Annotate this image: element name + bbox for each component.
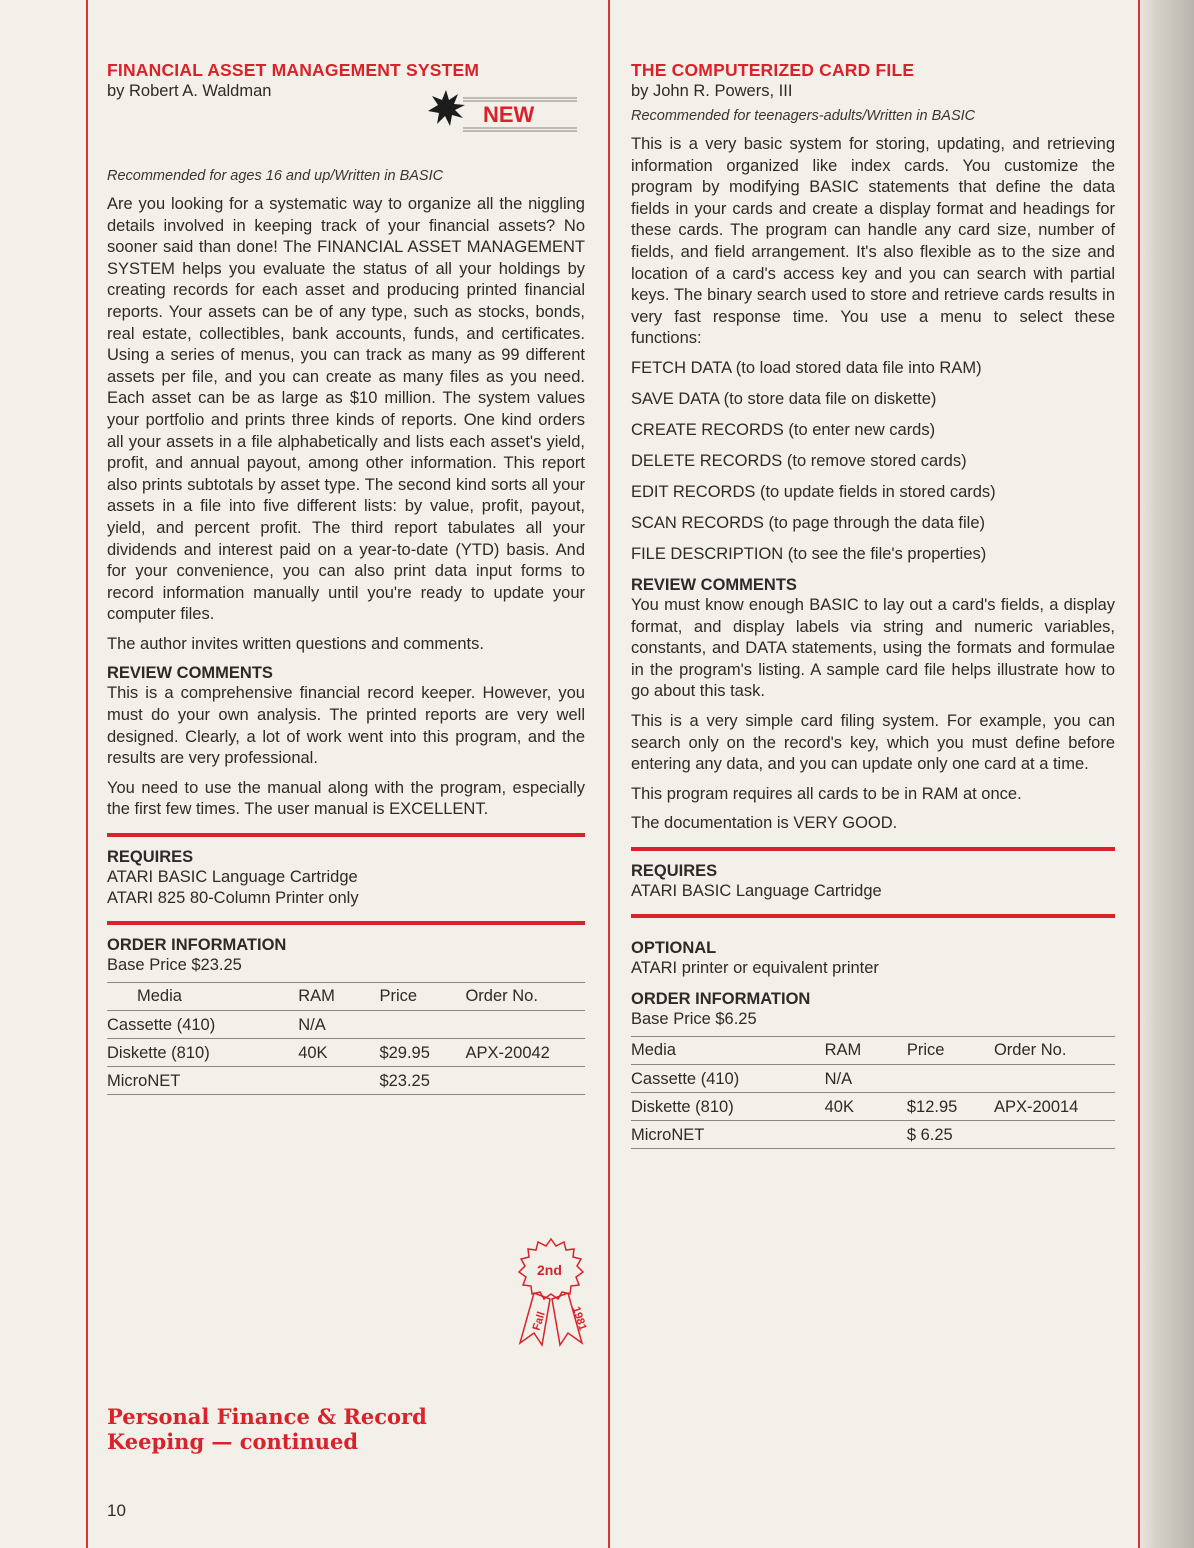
requirement-item: ATARI BASIC Language Cartridge bbox=[107, 868, 358, 887]
table-cell: Cassette (410) bbox=[107, 1011, 298, 1039]
author-line: by Robert A. Waldman bbox=[107, 82, 272, 100]
requires-heading: REQUIRES bbox=[631, 861, 718, 880]
order-table bbox=[107, 982, 585, 1095]
column-header: Price bbox=[907, 1036, 994, 1064]
table-cell: APX-20014 bbox=[994, 1092, 1115, 1120]
review-paragraph: This is a very simple card filing system. For example, you can search only on the record's key, which you must define before entering any data, and you can update only one card at a time. bbox=[631, 711, 1115, 774]
requires-heading: REQUIRES bbox=[107, 848, 194, 867]
footer-title-line: Personal Finance & Record bbox=[107, 1404, 427, 1429]
table-cell: N/A bbox=[825, 1064, 907, 1092]
function-item: FILE DESCRIPTION (to see the file's properties) bbox=[631, 544, 987, 563]
footer-title-line: Keeping — continued bbox=[107, 1429, 359, 1454]
page-edge bbox=[1140, 0, 1194, 1548]
starburst-icon bbox=[428, 90, 465, 126]
right-column bbox=[631, 60, 1115, 1149]
table-cell: $23.25 bbox=[379, 1067, 465, 1095]
function-item: DELETE RECORDS (to remove stored cards) bbox=[631, 451, 967, 470]
optional-heading: OPTIONAL bbox=[631, 938, 717, 957]
table-cell: Cassette (410) bbox=[631, 1064, 825, 1092]
table-cell bbox=[994, 1064, 1115, 1092]
table-row bbox=[631, 1120, 1115, 1148]
table-cell: MicroNET bbox=[107, 1067, 298, 1095]
review-paragraph: This is a comprehensive financial record keeper. However, you must do your own analysis. The printed reports are very well designed. Clearly, a lot of work went into this program, and the results are very professional. bbox=[107, 684, 585, 768]
table-cell: $29.95 bbox=[379, 1039, 465, 1067]
table-row bbox=[631, 1092, 1115, 1120]
function-item: CREATE RECORDS (to enter new cards) bbox=[631, 420, 936, 439]
function-item: FETCH DATA (to load stored data file into RAM) bbox=[631, 358, 982, 377]
review-heading: REVIEW COMMENTS bbox=[107, 664, 273, 683]
table-cell bbox=[465, 1011, 585, 1039]
center-column-rule bbox=[608, 0, 610, 1548]
table-cell: 40K bbox=[825, 1092, 907, 1120]
review-paragraph: This program requires all cards to be in RAM at once. bbox=[631, 784, 1022, 803]
function-list bbox=[631, 358, 1115, 565]
column-header: Order No. bbox=[465, 983, 585, 1011]
order-heading: ORDER INFORMATION bbox=[631, 989, 811, 1008]
optional-item: ATARI printer or equivalent printer bbox=[631, 958, 879, 977]
description-paragraph: This is a very basic system for storing, updating, and retrieving information organized like index cards. You customize the program by modifying BASIC statements that define the data fields in your cards and create a display format and headings for these cards. The program can handle any card size, number of fields, and field arrangement. It's also flexible as to the size and location of a card's access key and you can search with partial keys. The binary search used to store and retrieve cards results in very fast response time. You use a menu to select these functions: bbox=[631, 135, 1115, 348]
table-cell bbox=[994, 1120, 1115, 1148]
table-cell: $ 6.25 bbox=[907, 1120, 994, 1148]
section-footer-title bbox=[107, 1404, 427, 1454]
ribbon-year: 1981 bbox=[569, 1305, 589, 1333]
table-cell bbox=[298, 1067, 379, 1095]
table-cell: N/A bbox=[298, 1011, 379, 1039]
column-header: RAM bbox=[825, 1036, 907, 1064]
table-cell: MicroNET bbox=[631, 1120, 825, 1148]
description-paragraph: Are you looking for a systematic way to organize all the niggling details involved in keeping track of your financial assets? No sooner said than done! The FINANCIAL ASSET MANAGEMENT SYSTEM helps you evaluate the status of all your holdings by creating records for each asset and producing printed financial reports. Your assets can be of any type, such as stocks, bonds, real estate, collectibles, bank accounts, funds, and certificates. Using a series of menus, you can track as many as 99 different assets per file, and you can create as many files as you need. Each asset can be as large as $10 million. The system values your portfolio and prints three kinds of reports. One kind orders all your assets in a file alphabetically and lists each asset's yield, profit, and annual payout, among other information. This report also prints subtotals by asset type. The second kind sorts all your assets in a file into five different lists: by value, profit, payout, yield, and percent profit. The third report tabulates all your dividends and interest paid on a year-to-date (YTD) basis. And for your convenience, you can also print data input forms to record information manually until you're ready to update your computer files. bbox=[107, 195, 585, 624]
table-header-row bbox=[631, 1036, 1115, 1064]
left-column bbox=[107, 60, 585, 1095]
table-row bbox=[107, 1039, 585, 1067]
new-badge bbox=[427, 86, 577, 134]
award-ribbon-icon bbox=[512, 1237, 590, 1347]
order-heading: ORDER INFORMATION bbox=[107, 936, 287, 955]
table-cell bbox=[825, 1120, 907, 1148]
table-cell: APX-20042 bbox=[465, 1039, 585, 1067]
table-cell bbox=[465, 1067, 585, 1095]
column-header: Media bbox=[107, 983, 298, 1011]
ribbon-place: 2nd bbox=[537, 1262, 562, 1278]
column-header: Price bbox=[379, 983, 465, 1011]
product-title: THE COMPUTERIZED CARD FILE bbox=[631, 60, 915, 80]
review-paragraph: The documentation is VERY GOOD. bbox=[631, 814, 898, 833]
table-row bbox=[631, 1064, 1115, 1092]
page-number: 10 bbox=[107, 1501, 126, 1520]
requirement-item: ATARI BASIC Language Cartridge bbox=[631, 881, 882, 900]
table-row bbox=[107, 1011, 585, 1039]
ribbon-season: Fall bbox=[530, 1310, 548, 1333]
recommended-line: Recommended for teenagers-adults/Written in BASIC bbox=[631, 108, 976, 124]
table-cell: $12.95 bbox=[907, 1092, 994, 1120]
column-header: Media bbox=[631, 1036, 825, 1064]
function-item: SCAN RECORDS (to page through the data file) bbox=[631, 513, 986, 532]
column-header: RAM bbox=[298, 983, 379, 1011]
base-price: Base Price $23.25 bbox=[107, 956, 242, 975]
table-cell bbox=[907, 1064, 994, 1092]
function-item: EDIT RECORDS (to update fields in stored cards) bbox=[631, 482, 996, 501]
review-heading: REVIEW COMMENTS bbox=[631, 575, 797, 594]
review-paragraph: You need to use the manual along with the program, especially the first few times. The user manual is EXCELLENT. bbox=[107, 778, 585, 819]
section-divider bbox=[631, 914, 1115, 918]
table-cell: 40K bbox=[298, 1039, 379, 1067]
function-item: SAVE DATA (to store data file on diskette) bbox=[631, 389, 937, 408]
review-paragraph: You must know enough BASIC to lay out a card's fields, a display format, and display labels via string and numeric variables, constants, and DATA statements, using the formats and formulae in the program's listing. A sample card file helps illustrate how to go about this task. bbox=[631, 595, 1115, 701]
order-table bbox=[631, 1036, 1115, 1149]
base-price: Base Price $6.25 bbox=[631, 1009, 757, 1028]
table-header-row bbox=[107, 983, 585, 1011]
requirement-item: ATARI 825 80-Column Printer only bbox=[107, 889, 359, 908]
column-header: Order No. bbox=[994, 1036, 1115, 1064]
section-divider bbox=[107, 833, 585, 837]
section-divider bbox=[107, 921, 585, 925]
table-cell bbox=[379, 1011, 465, 1039]
product-title: FINANCIAL ASSET MANAGEMENT SYSTEM bbox=[107, 60, 480, 80]
author-line: by John R. Powers, III bbox=[631, 82, 793, 100]
description-paragraph: The author invites written questions and comments. bbox=[107, 634, 484, 653]
left-margin-rule bbox=[86, 0, 88, 1548]
table-cell: Diskette (810) bbox=[107, 1039, 298, 1067]
new-badge-label: NEW bbox=[483, 102, 535, 127]
table-row bbox=[107, 1067, 585, 1095]
section-divider bbox=[631, 847, 1115, 851]
table-cell: Diskette (810) bbox=[631, 1092, 825, 1120]
recommended-line: Recommended for ages 16 and up/Written in BASIC bbox=[107, 168, 444, 184]
